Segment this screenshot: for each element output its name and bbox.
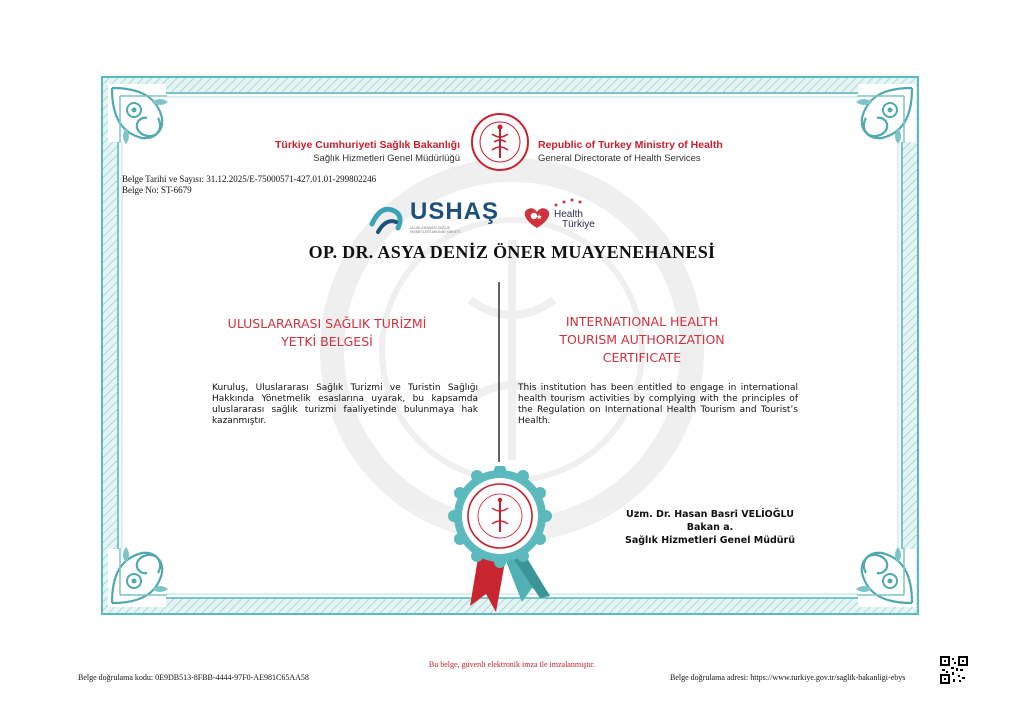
ushas-logo <box>368 196 508 238</box>
ministry-name-en: Republic of Turkey Ministry of Health <box>538 139 723 151</box>
english-heading-line2: TOURISM AUTHORIZATION <box>559 332 725 347</box>
signature-block <box>600 508 820 547</box>
turkish-heading <box>212 315 442 351</box>
stars-icon <box>550 198 600 208</box>
turkish-text: Kuruluş, Uluslararası Sağlık Turizmi ve Turistin Sağlığı Hakkında Yönetmelik esaslarına uyarak, bu kapsamda uluslararası sağlık turizmi faaliyetinde bulunmaya hak kazanmıştır. <box>212 383 478 426</box>
ministry-header-en <box>538 138 758 165</box>
ushas-wordmark: USHAŞ <box>410 198 500 225</box>
english-heading-line1: INTERNATIONAL HEALTH <box>565 314 719 329</box>
english-heading <box>520 313 764 367</box>
turkiye-wordmark: Türkiye <box>562 219 595 230</box>
signatory-title: Bakan a. <box>686 522 734 533</box>
turkish-heading-line1: ULUSLARARASI SAĞLIK TURİZMİ <box>227 316 427 331</box>
ministry-header-tr <box>260 138 460 165</box>
directorate-name-tr: Sağlık Hizmetleri Genel Müdürlüğü <box>313 153 460 164</box>
rosette-seal-icon <box>440 466 560 616</box>
english-text: This institution has been entitled to engage in international health tourism activities by complying with the principles of the Regulation on International Health Tourism and Tourist’s Health. <box>518 383 798 426</box>
ushas-wave-icon <box>368 198 408 236</box>
institution-name: OP. DR. ASYA DENİZ ÖNER MUAYENEHANESİ <box>308 242 716 262</box>
verification-address[interactable]: Belge doğrulama adresi: https://www.turkiye.gov.tr/saglik-bakanligi-ebys <box>670 673 906 682</box>
directorate-name-en: General Directorate of Health Services <box>538 153 701 164</box>
verification-code: Belge doğrulama kodu: 0E9DB513-8FBB-4444-97F0-AE981C65AA58 <box>78 673 309 682</box>
turkish-heading-line2: YETKİ BELGESİ <box>281 334 373 349</box>
signatory-position: Sağlık Hizmetleri Genel Müdürü <box>625 535 795 546</box>
qr-code-icon[interactable] <box>940 656 968 684</box>
document-number: Belge No: ST-6679 <box>122 185 192 195</box>
ministry-seal-icon <box>470 112 530 172</box>
heart-icon <box>522 206 552 230</box>
signatory-name: Uzm. Dr. Hasan Basri VELİOĞLU <box>626 509 794 520</box>
health-turkiye-logo <box>522 198 612 238</box>
health-wordmark: Health <box>554 209 583 220</box>
english-heading-line3: CERTIFICATE <box>602 350 682 365</box>
document-date-number: Belge Tarihi ve Sayısı: 31.12.2025/E-75000571-427.01.01-299802246 <box>122 174 377 184</box>
ministry-name-tr: Türkiye Cumhuriyeti Sağlık Bakanlığı <box>275 139 460 151</box>
e-signature-note: Bu belge, güvenli elektronik imza ile imzalanmıştır. <box>428 660 596 669</box>
ushas-subtitle: ULUSLARARASI SAĞLIK HİZMETLERİ ANONİM ŞİRKETİ <box>410 226 461 234</box>
